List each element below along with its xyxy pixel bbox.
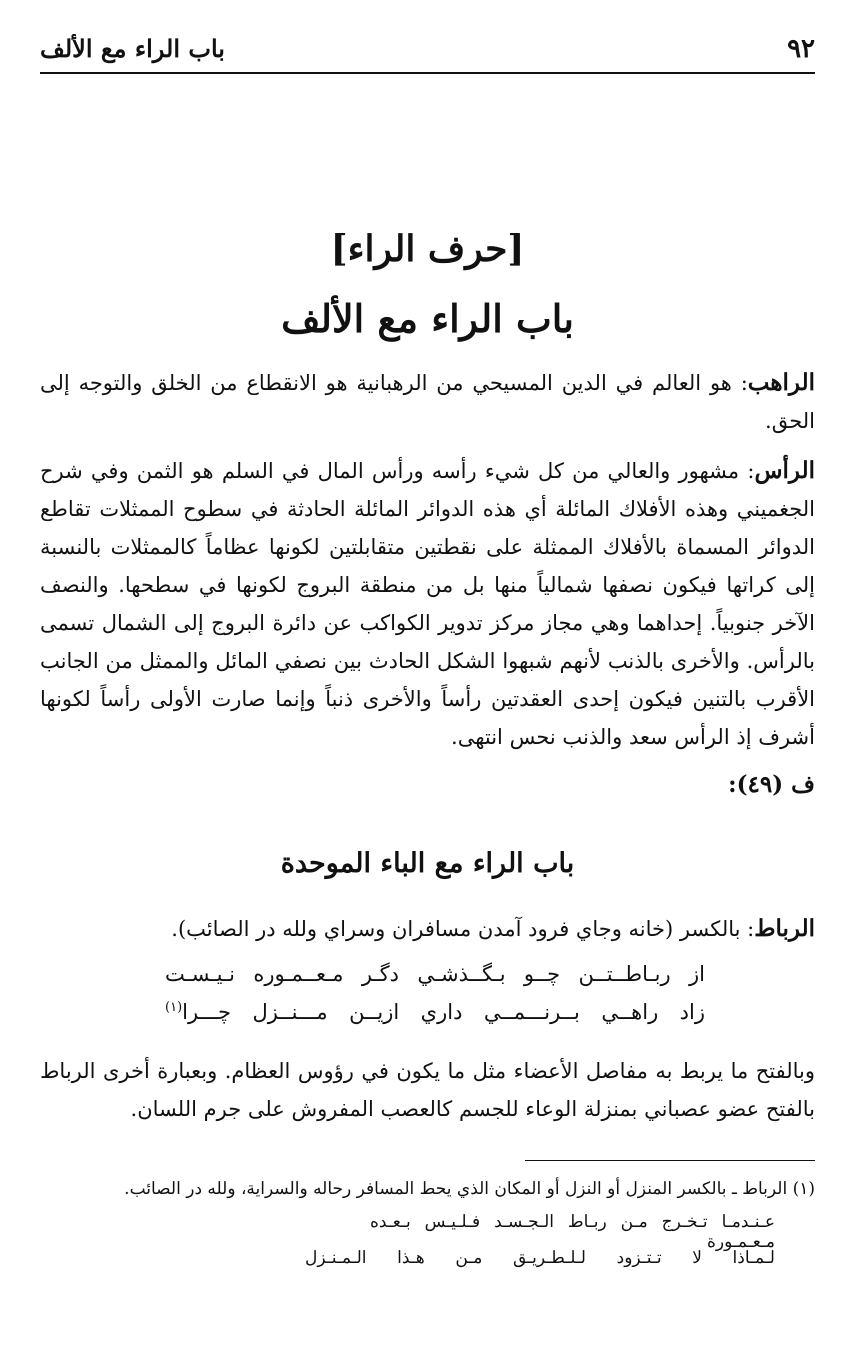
running-header [40,28,815,70]
letter-heading: [حرف الراء] [330,228,525,270]
page-number: ٩٢ [787,34,815,64]
entry-text: : هو العالم في الدين المسيحي من الرهبانية هو الانقطاع من الخلق والتوجه إلى الحق. [40,371,815,433]
verse-line: از ربـاطــتــن چــو بـگــذشـي دگـر مـعــمـوره نـيـسـت [165,962,705,986]
verse-line [165,1000,705,1024]
verse-text: زاد راهــي بــرنـــمــي داري ازيــن مـــنــزل چـــرا [182,1000,705,1024]
section-heading: باب الراء مع الباء الموحدة [280,848,575,879]
running-title: باب الراء مع الألف [40,34,225,63]
footnote-rule [525,1160,815,1161]
entry-ribat [40,910,815,948]
entry-text: : مشهور والعالي من كل شيء رأسه ورأس المال في السلم هو الثمن وفي شرح الجغميني وهذه الأفلاك المائلة أي هذه الدوائر المائلة الحادثة في سطوح الممثلات تقاطع الدوائر المسماة بالأفلاك الممثلة على نقطتين متقابلتين لكونها عظاماً كالممثلات بالنسبة إلى كراتها فيكون نصفها شمالياً منها بل من منطقة البروج لكونها في سطحها. والنصف الآخر جنوبياً. إحداهما وهي مجاز مركز تدوير الكواكب عن دائرة البروج إلى الشمال تسمى بالرأس. والأخرى بالذنب لأنهم شبهوا الشكل الحادث بين نصفي المائل والممثل من الجانب الأقرب بالتنين فيكون إحدى العقدتين رأساً والأخرى ذنباً وإنما صارت الأولى رأساً لكونها أشرف إذ الرأس سعد والذنب نحس انتهى. [40,459,815,749]
footnote: (١) الرباط ـ بالكسر المنزل أو النزل أو المكان الذي يحط المسافر رحاله والسراية، ولله در الصائب. [124,1179,815,1199]
entry-ras [40,452,815,756]
source-reference: ف (٤٩): [728,771,815,798]
header-rule [40,72,815,74]
footnote-verse: عـنـدمـا تـخـرج مـن ربـاط الـجـسـد فـلـيـس بـعـده مـعـمـورة [370,1212,775,1252]
entry-term: الرباط [754,915,815,942]
entry-term: الراهب [747,369,815,396]
footnote-marker: (١) [165,1000,183,1015]
entry-term: الرأس [754,457,815,484]
chapter-heading: باب الراء مع الألف [281,296,574,341]
footnote-verse: لـمـاذا لا تـتـزود لـلـطـريـق مـن هـذا الـمـنـزل [305,1248,775,1268]
entry-ribat-continuation: وبالفتح ما يربط به مفاصل الأعضاء مثل ما يكون في رؤوس العظام. وبعبارة أخرى الرباط بالفتح عضو عصباني بمنزلة الوعاء للجسم كالعصب المفروش على جرم اللسان. [40,1059,815,1121]
entry-raheb [40,364,815,440]
entry-text: : بالكسر (خانه وجاي فرود آمدن مسافران وسراي ولله در الصائب). [171,917,755,941]
